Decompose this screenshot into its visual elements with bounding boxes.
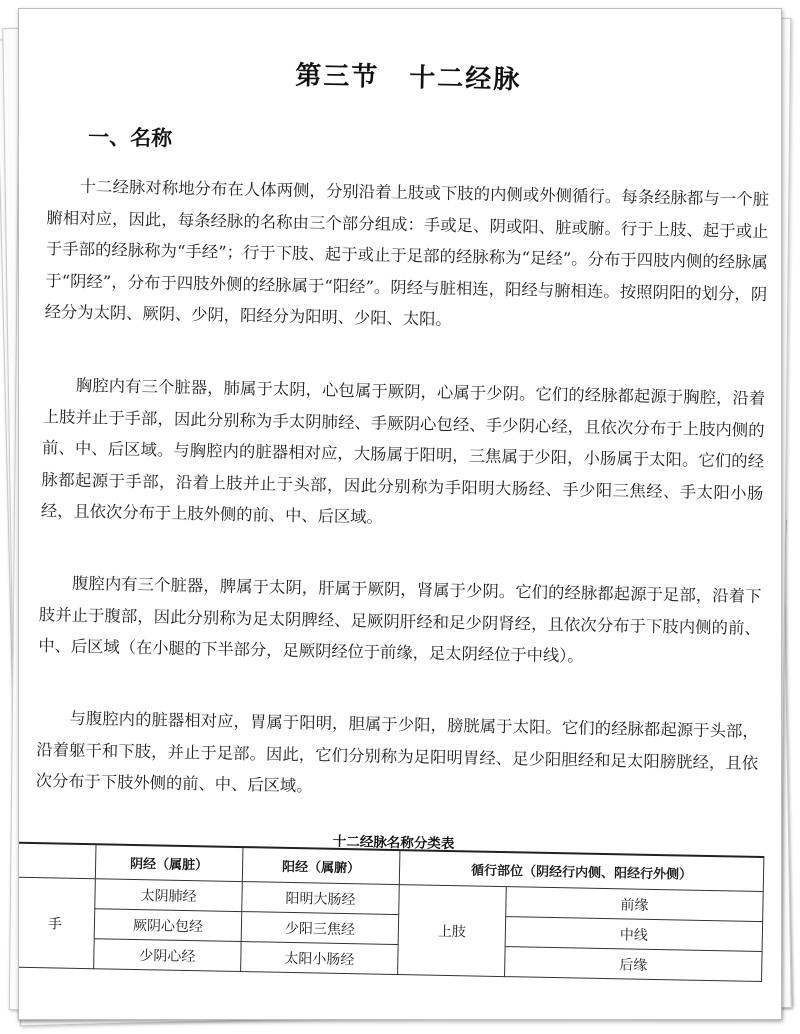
- table-cell-position: 后缘: [505, 947, 763, 982]
- table-title: 十二经脉名称分类表: [332, 833, 455, 853]
- table-cell-yang: 阳明大肠经: [242, 882, 400, 915]
- table-header-course: 循行部位（阴经行内侧、阳经行外侧）: [399, 850, 764, 891]
- table-cell-position: 前缘: [506, 887, 764, 922]
- section-title: [27, 50, 782, 102]
- table-cell-yin: 太阴肺经: [95, 879, 243, 912]
- paragraph-2: 胸腔内有三个脏器，肺属于太阴，心包属于厥阴，心属于少阴。它们的经脉都起源于胸腔，沿着上肢并止于手部，因此分别称为手太阴肺经、手厥阴心包经、手少阴心经，且依次分布于上肢内侧的前、中、后区域。与胸腔内的脏器相对应，大肠属于阳明，三焦属于少阳，小肠属于太阳。它们的经脉都起源于手部，沿着上肢并止于头部，因此分别称为手阳明大肠经、手少阳三焦经、手太阳小肠经，且依次分布于上肢外侧的前、中、后区域。: [40, 375, 766, 527]
- paragraph-4: 与腹腔内的脏器相对应，胃属于阳明，胆属于少阳，膀胱属于太阳。它们的经脉都起源于头部，沿着躯干和下肢，并止于足部。因此，它们分别称为足阳明胃经、足少阳胆经和足太阳膀胱经，且依次分布于下肢外侧的前、中、后区域。: [35, 708, 759, 796]
- table-cell-yin: 厥阴心包经: [94, 909, 242, 942]
- subsection-heading: 一、名称: [87, 124, 173, 151]
- table-cell-group: 手: [18, 877, 95, 969]
- table-header-blank: [18, 843, 96, 879]
- table-cell-yang: 太阳小肠经: [241, 942, 399, 975]
- table-header-yin: 阴经（属脏）: [95, 844, 243, 881]
- table-cell-region: 上肢: [398, 885, 507, 977]
- document-page: [18, 8, 782, 1020]
- paragraph-1: 十二经脉对称地分布在人体两侧，分别沿着上肢或下肢的内侧或外侧循行。每条经脉都与一个脏腑相对应，因此，每条经脉的名称由三个部分组成：手或足、阴或阳、脏或腑。行于上肢、起于或止于手部的经脉称为“手经”；行于下肢、起于或止于足部的经脉称为“足经”。分布于四肢内侧的经脉属于“阴经”，分布于四肢外侧的经脉属于“阳经”。阴经与脏相连，阳经与腑相连。按照阴阳的划分，阴经分为太阴、厥阴、少阴，阳经分为阳明、少阳、太阳。: [44, 176, 770, 329]
- section-name: 十二经脉: [408, 63, 522, 96]
- paragraph-3: 腹腔内有三个脏器，脾属于太阴，肝属于厥阴，肾属于少阴。它们的经脉都起源于足部，沿着下肢并止于腹部，因此分别称为足太阴脾经、足厥阴肝经和足少阴肾经，且依次分布于下肢内侧的前、中、后区域（在小腿的下半部分，足厥阴经位于前缘，足太阴经位于中线）。: [38, 573, 762, 666]
- table-cell-yin: 少阴心经: [94, 939, 242, 972]
- meridian-classification-table: [18, 842, 764, 982]
- table-cell-yang: 少阳三焦经: [241, 912, 399, 945]
- page-content: [18, 8, 782, 1020]
- table-cell-position: 中线: [505, 917, 763, 952]
- section-number: 第三节: [294, 60, 380, 93]
- table-header-yang: 阳经（属腑）: [242, 847, 400, 885]
